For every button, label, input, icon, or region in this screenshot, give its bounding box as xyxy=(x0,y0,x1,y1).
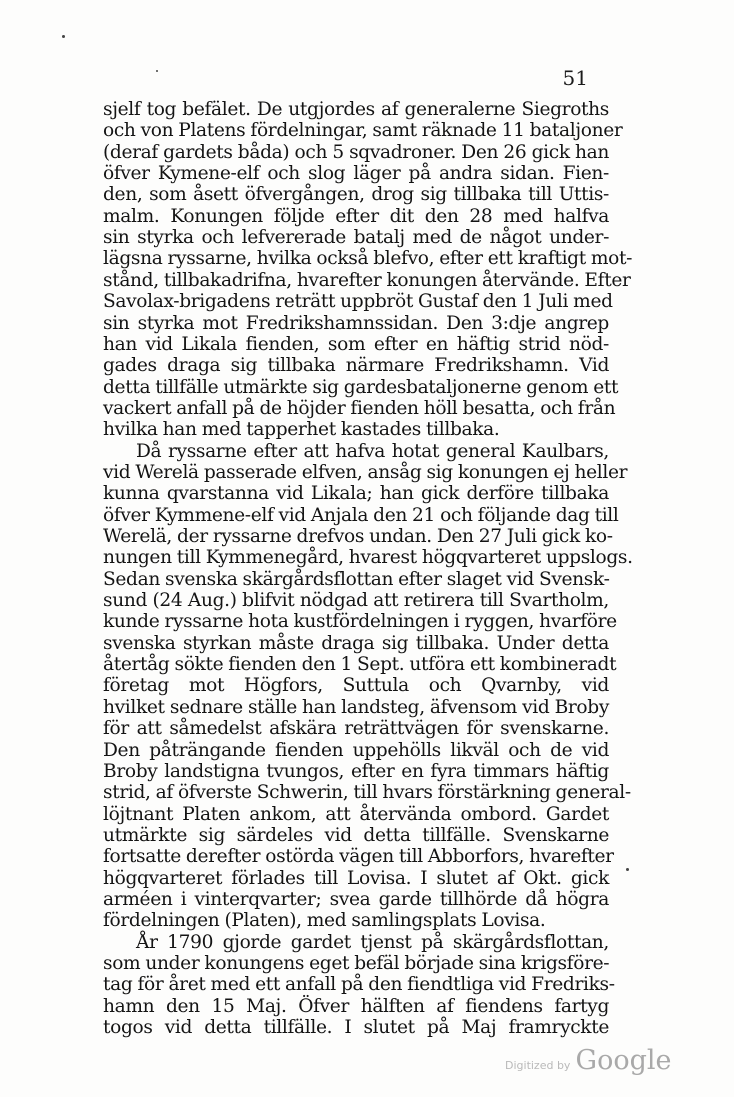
text-line: malm. Konungen följde efter dit den 28 med halfva xyxy=(103,205,609,227)
text-line: svenska styrkan måste draga sig tillbaka. Under detta xyxy=(103,632,609,654)
text-line: lägsna ryssarne, hvilka också blefvo, efter ett kraftigt mot- xyxy=(103,248,633,270)
text-line: den, som åsett öfvergången, drog sig tillbaka till Uttis- xyxy=(103,184,609,206)
text-line: vackert anfall på de höjder fienden höll besatta, och från xyxy=(103,397,616,419)
text-line: Savolax-brigadens reträtt uppbröt Gustaf den 1 Juli med xyxy=(103,291,613,313)
text-line: vid Werelä passerade elfven, ansåg sig konungen ej heller xyxy=(103,461,628,483)
page-number: 51 xyxy=(562,66,588,90)
text-line: öfver Kymene-elf och slog läger på andra sidan. Fien- xyxy=(103,163,609,185)
text-line: som under konungens eget befäl började sina krigsföre- xyxy=(103,953,610,974)
text-line: återtåg sökte fienden den 1 Sept. utföra ett kombineradt xyxy=(103,654,617,676)
text-line: företag mot Högfors, Suttula och Qvarnby, vid xyxy=(103,675,609,697)
text-line: stånd, tillbakadrifna, hvarefter konungen återvände. Efter xyxy=(103,269,631,291)
digitized-by-watermark xyxy=(505,1045,672,1076)
google-logo: Google xyxy=(575,1045,672,1076)
text-line: arméen i vinterqvarter; svea garde tillhörde då högra xyxy=(103,888,609,910)
text-line: hvilket sednare ställe han landsteg, äfvensom vid Broby xyxy=(103,696,609,718)
text-line: Den påträngande fienden uppehölls likväl och de vid xyxy=(103,739,609,761)
text-line: högqvarteret förlades till Lovisa. I slutet af Okt. gick xyxy=(103,867,609,889)
text-line: sund (24 Aug.) blifvit nödgad att retirera till Svartholm, xyxy=(103,590,609,612)
watermark-prefix: Digitized by xyxy=(505,1059,571,1072)
text-line: strid, af öfverste Schwerin, till hvars förstärkning general- xyxy=(103,782,631,804)
text-line: löjtnant Platen ankom, att återvända ombord. Gardet xyxy=(103,803,609,825)
text-line: Werelä, der ryssarne drefvos undan. Den 27 Juli gick ko- xyxy=(103,526,613,547)
text-line: sin styrka mot Fredrikshamnssidan. Den 3:dje angrep xyxy=(103,312,609,334)
text-line: kunde ryssarne hota kustfördelningen i ryggen, hvarföre xyxy=(103,611,617,633)
text-line: hamn den 15 Maj. Öfver hälften af fiendens fartyg xyxy=(103,995,609,1017)
scan-speck xyxy=(156,70,158,72)
text-line: Sedan svenska skärgårdsflottan efter slaget vid Svensk- xyxy=(103,568,610,590)
scan-speck xyxy=(626,868,629,871)
text-line: (deraf gardets båda) och 5 sqvadroner. Den 26 gick han xyxy=(103,141,609,163)
text-line: kunna qvarstanna vid Likala; han gick derföre tillbaka xyxy=(103,483,609,505)
text-line: fördelningen (Platen), med samlingsplats Lovisa. xyxy=(103,910,546,932)
text-line: han vid Likala fienden, som efter en häftig strid nöd- xyxy=(103,333,609,355)
text-line: och von Platens fördelningar, samt räknade 11 bataljoner xyxy=(103,120,623,142)
text-line: År 1790 gjorde gardet tjenst på skärgårdsflottan, xyxy=(136,931,609,953)
scan-speck xyxy=(62,35,65,38)
text-line: öfver Kymmene-elf vid Anjala den 21 och följande dag till xyxy=(103,504,619,526)
text-line: hvilka han med tapperhet kastades tillbaka. xyxy=(103,419,500,441)
text-line: utmärkte sig särdeles vid detta tillfälle. Svenskarne xyxy=(103,824,609,846)
text-line: sin styrka och lefvererade batalj med de något under- xyxy=(103,227,609,249)
text-line: sjelf tog befälet. De utgjordes af generalerne Siegroths xyxy=(103,99,609,120)
text-line: nungen till Kymmenegård, hvarest högqvarteret uppslogs. xyxy=(103,547,633,569)
text-line: gades draga sig tillbaka närmare Fredrikshamn. Vid xyxy=(103,355,609,377)
text-line: fortsatte derefter ostörda vägen till Abborfors, hvarefter xyxy=(103,846,614,868)
text-line: Då ryssarne efter att hafva hotat general Kaulbars, xyxy=(136,440,609,462)
text-line: Broby landstigna tvungos, efter en fyra timmars häftig xyxy=(103,760,609,782)
text-line: tag för året med ett anfall på den fiendtliga vid Fredriks- xyxy=(103,974,615,996)
text-line: detta tillfälle utmärkte sig gardesbataljonerne genom ett xyxy=(103,376,619,398)
text-line: togos vid detta tillfälle. I slutet på Maj framryckte xyxy=(103,1017,609,1039)
text-line: för att såmedelst afskära reträttvägen för svenskarne. xyxy=(103,718,609,740)
